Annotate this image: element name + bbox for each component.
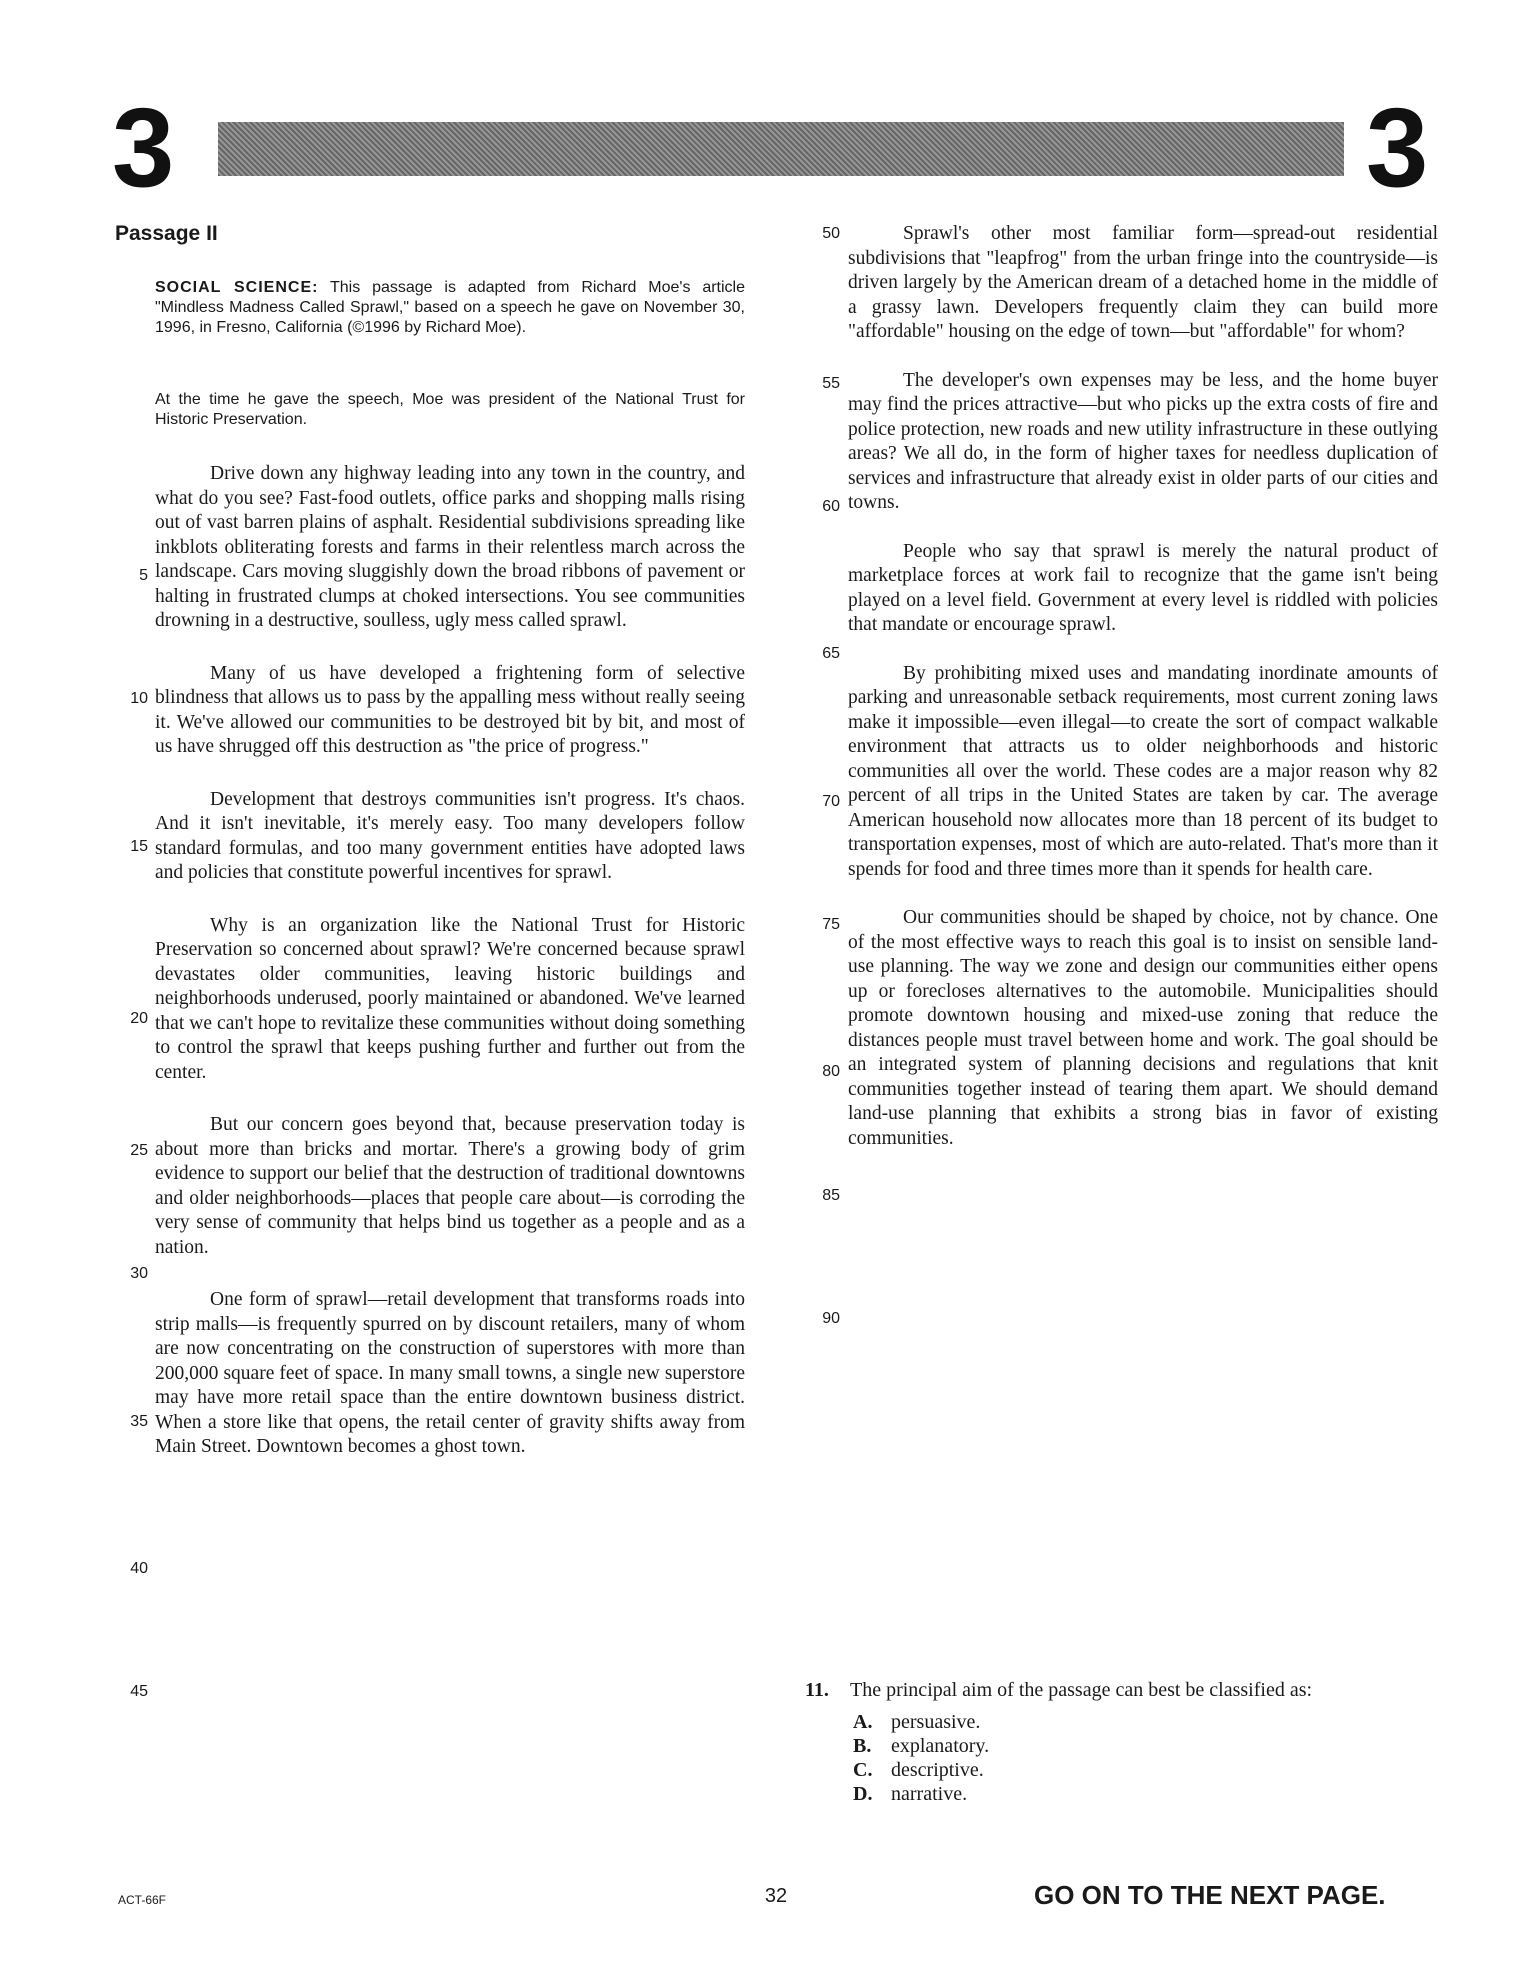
answer-choice-c[interactable] (853, 1758, 1445, 1782)
line-number: 35 (130, 1413, 148, 1430)
passage-paragraph-5: But our concern goes beyond that, because preservation today is about more than bricks and mortar. There's a growing body of grim evidence to support our belief that the destruction of traditional downtowns and older neighborhoods—places that people care about—is corroding the very sense of community that helps bind us together as a people and as a nation. (155, 1114, 745, 1258)
source-citation: This passage is adapted from Richard Moe's article "Mindless Madness Called Sprawl," based on a speech he gave on November 30, 1996, in Fresno, California (©1996 by Richard Moe). (155, 279, 745, 336)
choice-letter: B. (853, 1735, 872, 1757)
line-number: 90 (822, 1310, 840, 1327)
passage-paragraph-8: The developer's own expenses may be less, and the home buyer may find the prices attractive—but who picks up the extra costs of fire and police protection, new roads and new utility infrastructure in these outlying areas? We all do, in the form of higher taxes for needless duplication of services and infrastructure that already exist in older parts of our cities and towns. (848, 369, 1438, 513)
line-number: 15 (130, 838, 148, 855)
line-number: 80 (822, 1063, 840, 1080)
line-number: 40 (130, 1560, 148, 1577)
answer-choice-b[interactable] (853, 1734, 1445, 1758)
line-number: 10 (130, 690, 148, 707)
section-number-left: 3 (112, 85, 175, 210)
line-number: 50 (822, 225, 840, 242)
question-number: 11. (805, 1679, 829, 1701)
source-genre: SOCIAL SCIENCE: (155, 279, 319, 296)
passage-paragraph-7: Sprawl's other most familiar form—spread-out residential subdivisions that "leapfrog" from the urban fringe into the countryside—is driven largely by the American dream of a detached home in the middle of a grassy lawn. Developers frequently claim they can build more "affordable" housing on the edge of town—but "affordable" for whom? (848, 223, 1438, 342)
line-number: 20 (130, 1010, 148, 1027)
line-number: 60 (822, 498, 840, 515)
choice-letter: A. (853, 1711, 873, 1733)
passage-column-right (848, 222, 1438, 1175)
line-number: 75 (822, 916, 840, 933)
passage-title: Passage II (115, 222, 218, 245)
answer-choice-d[interactable] (853, 1782, 1445, 1806)
passage-paragraph-1: Drive down any highway leading into any town in the country, and what do you see? Fast-food outlets, office parks and shopping malls rising out of vast barren plains of asphalt. Residential subdivisions spreading like inkblots obliterating forests and farms in their relentless march across the landscape. Cars moving sluggishly down the broad ribbons of pavement or halting in frustrated clumps at choked intersections. You see communities drowning in a destructive, soulless, ugly mess called sprawl. (155, 463, 745, 631)
line-number: 70 (822, 793, 840, 810)
passage-paragraph-4: Why is an organization like the National Trust for Historic Preservation so concerned about sprawl? We're concerned because sprawl devastates older communities, leaving historic buildings and neighborhoods underused, poorly maintained or abandoned. We've learned that we can't hope to revitalize these communities without doing something to control the sprawl that keeps pushing further and further out from the center. (155, 914, 745, 1083)
choice-text: narrative. (891, 1783, 968, 1805)
page-number: 32 (764, 1885, 788, 1907)
passage-source (155, 278, 745, 338)
passage-note: At the time he gave the speech, Moe was president of the National Trust for Historic Preservation. (155, 391, 745, 428)
choice-text: descriptive. (891, 1759, 984, 1781)
line-number: 30 (130, 1265, 148, 1282)
test-form-code: ACT-66F (118, 1893, 167, 1907)
answer-choices (853, 1710, 1445, 1806)
line-number: 5 (139, 567, 148, 584)
choice-text: explanatory. (891, 1735, 990, 1757)
choice-letter: D. (853, 1783, 873, 1805)
line-number: 55 (822, 375, 840, 392)
section-number-right: 3 (1366, 85, 1429, 210)
passage-column-left (155, 462, 745, 1488)
passage-paragraph-3: Development that destroys communities isn't progress. It's chaos. And it isn't inevitable, it's merely easy. Too many developers follow standard formulas, and too many government entities have adopted laws and policies that constitute powerful incentives for sprawl. (155, 788, 745, 883)
passage-paragraph-10: By prohibiting mixed uses and mandating inordinate amounts of parking and unreasonable setback requirements, most current zoning laws make it impossible—even illegal—to create the sort of compact walkable environment that attracts us to older neighborhoods and historic communities all over the world. These codes are a major reason why 82 percent of all trips in the United States are taken by car. The average American household now allocates more than 18 percent of its budget to transportation expenses, most of which are auto-related. That's more than it spends for food and three times more than it spends for health care. (848, 662, 1438, 880)
passage-paragraph-6: One form of sprawl—retail development that transforms roads into strip malls—is frequently spurred on by discount retailers, many of whom are now concentrating on the construction of superstores with more than 200,000 square feet of space. In many small towns, a single new superstore may have more retail space than the entire downtown business district. When a store like that opens, the retail center of gravity shifts away from Main Street. Downtown becomes a ghost town. (155, 1289, 745, 1457)
go-on-notice: GO ON TO THE NEXT PAGE. (1034, 1880, 1386, 1910)
question-11 (805, 1678, 1445, 1806)
passage-paragraph-11: Our communities should be shaped by choice, not by chance. One of the most effective ways to reach this goal is to insist on sensible land-use planning. The way we zone and design our communities either opens up or forecloses alternatives to the automobile. Municipalities should promote downtown housing and mixed-use zoning that reduce the distances people must travel between home and work. The goal should be an integrated system of planning decisions and regulations that knit communities together instead of tearing them apart. We should demand land-use planning that exhibits a strong bias in favor of existing communities. (848, 907, 1438, 1149)
section-header-bar (218, 122, 1344, 176)
answer-choice-a[interactable] (853, 1710, 1445, 1734)
question-text: The principal aim of the passage can best be classified as: (850, 1679, 1313, 1701)
line-number: 45 (130, 1683, 148, 1700)
passage-paragraph-9: People who say that sprawl is merely the natural product of marketplace forces at work fail to recognize that the game isn't being played on a level field. Government at every level is riddled with policies that mandate or encourage sprawl. (848, 540, 1438, 635)
line-number: 85 (822, 1187, 840, 1204)
line-number: 25 (130, 1142, 148, 1159)
passage-paragraph-2: Many of us have developed a frightening form of selective blindness that allows us to pass by the appalling mess without really seeing it. We've allowed our communities to be destroyed bit by bit, and most of us have shrugged off this destruction as "the price of progress." (155, 662, 745, 757)
choice-letter: C. (853, 1759, 873, 1781)
line-number: 65 (822, 645, 840, 662)
choice-text: persuasive. (891, 1711, 981, 1733)
